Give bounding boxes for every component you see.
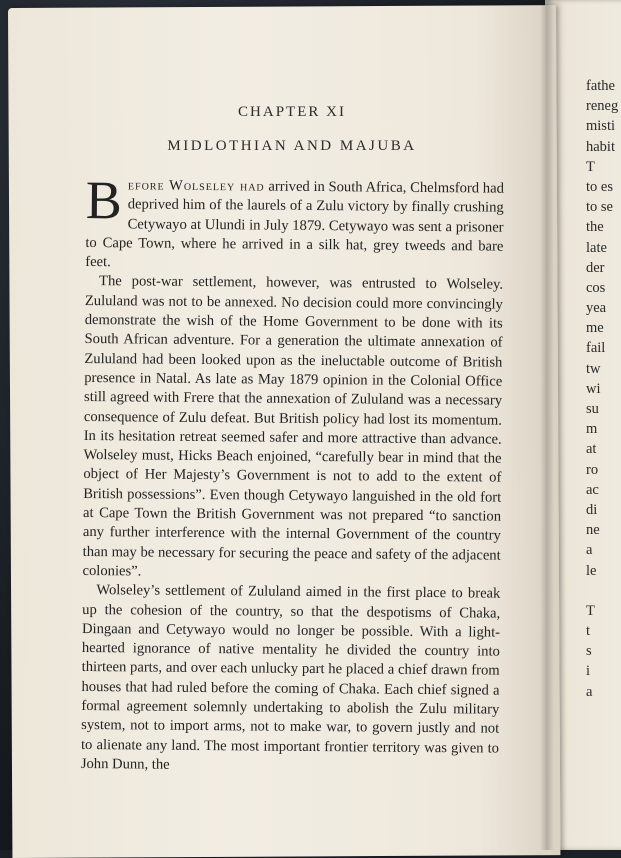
right-page-fragment: cos <box>586 279 606 296</box>
right-page-fragment: der <box>586 259 605 276</box>
book-gutter <box>540 0 554 850</box>
right-page-fragment: s <box>586 643 592 660</box>
right-page-fragment: ne <box>586 522 600 539</box>
right-page-fragment: tw <box>586 360 601 377</box>
right-page-fragment: ac <box>586 481 599 498</box>
drop-cap: B <box>85 170 123 231</box>
lead-in-smallcaps: efore Wolseley had <box>127 177 265 195</box>
right-page-text <box>586 76 621 702</box>
right-page-fragment: i <box>586 663 591 680</box>
right-page-fragment: su <box>586 401 599 417</box>
right-page-fragment: m <box>586 421 598 438</box>
right-page-fragment: habit <box>586 138 615 155</box>
right-page-fragment: reneg <box>586 98 619 115</box>
body-text <box>80 170 504 778</box>
chapter-number: CHAPTER XI <box>238 104 346 120</box>
chapter-title: MIDLOTHIAN AND MAJUBA <box>167 138 417 154</box>
paragraph-1 <box>85 170 504 276</box>
right-page-fragment: fathe <box>586 78 615 94</box>
right-page-fragment: t <box>586 623 591 640</box>
paragraph-3: Wolseley’s settlement of Zululand aimed in the first place to break up the cohesion of the country, so that the despotisms of Chaka, Dingaan and Cetywayo would no longer be possible. With a light-hearted ignorance of native mentality he divided the country into thirteen parts, and over each unlucky part he placed a chief drawn from houses that had ruled before the coming of Chaka. Each chief signed a formal agreement solemnly undertaking to abolish the Zulu military system, not to import arms, not to make war, to govern justly and not to alienate any land. The most important frontier territory was given to John Dunn, the <box>80 582 501 773</box>
right-page-fragment: at <box>586 441 597 458</box>
right-page-fragment: late <box>586 239 607 256</box>
right-page-fragment: to es <box>586 178 613 195</box>
right-page-fragment: fail <box>586 340 606 357</box>
right-page-fragment <box>586 581 621 601</box>
right-page-fragment: to se <box>586 199 613 216</box>
right-page-fragment: the <box>586 219 604 236</box>
paragraph-1-text: arrived in South Africa, Chelmsford had deprived him of the laurels of a Zulu victory by finally crushing Cetywayo at Ulundi in July 1879. Cetywayo was sent a prisoner to Cape Town, where he arrived in a silk hat, grey tweeds and bare feet. <box>85 178 504 271</box>
right-page-fragment: misti <box>586 118 616 135</box>
right-page-fragment: a <box>586 542 593 559</box>
right-page-fragment: a <box>586 683 593 700</box>
paragraph-2: The post-war settlement, however, was entrusted to Wolseley. Zululand was not to be annexed. No decision could more convincingly demonstrate the wish of the Home Government to be done with its South African adventure. For a generation the ultimate annexation of Zululand had been looked upon as the ineluctable outcome of British presence in Natal. As late as May 1879 opinion in the Colonial Office still agreed with Frere that the annexation of Zululand was a necessary consequence of Zulu defeat. But British policy had lost its momentum. In its hesitation retreat seemed safer and more attractive than advance. Wolseley must, Hicks Beach enjoined, “carefully bear in mind that the object of Her Majesty’s Government is not to add to the extent of British possessions”. Even though Cetywayo languished in the old fort at Cape Town the British Government was not prepared “to sanction any further interference with the internal Government of the country than may be necessary for securing the peace and safety of the adjacent colonies”. <box>82 273 504 580</box>
right-page-fragment: ro <box>586 461 599 478</box>
right-page-fragment: di <box>586 501 598 518</box>
right-page-fragment: me <box>586 320 604 337</box>
right-page-fragment: le <box>586 562 597 579</box>
right-page-fragment: yea <box>586 300 607 317</box>
right-page-fragment: T <box>586 158 595 175</box>
right-page-fragment: wi <box>586 380 601 397</box>
right-page-fragment: T <box>586 602 595 619</box>
